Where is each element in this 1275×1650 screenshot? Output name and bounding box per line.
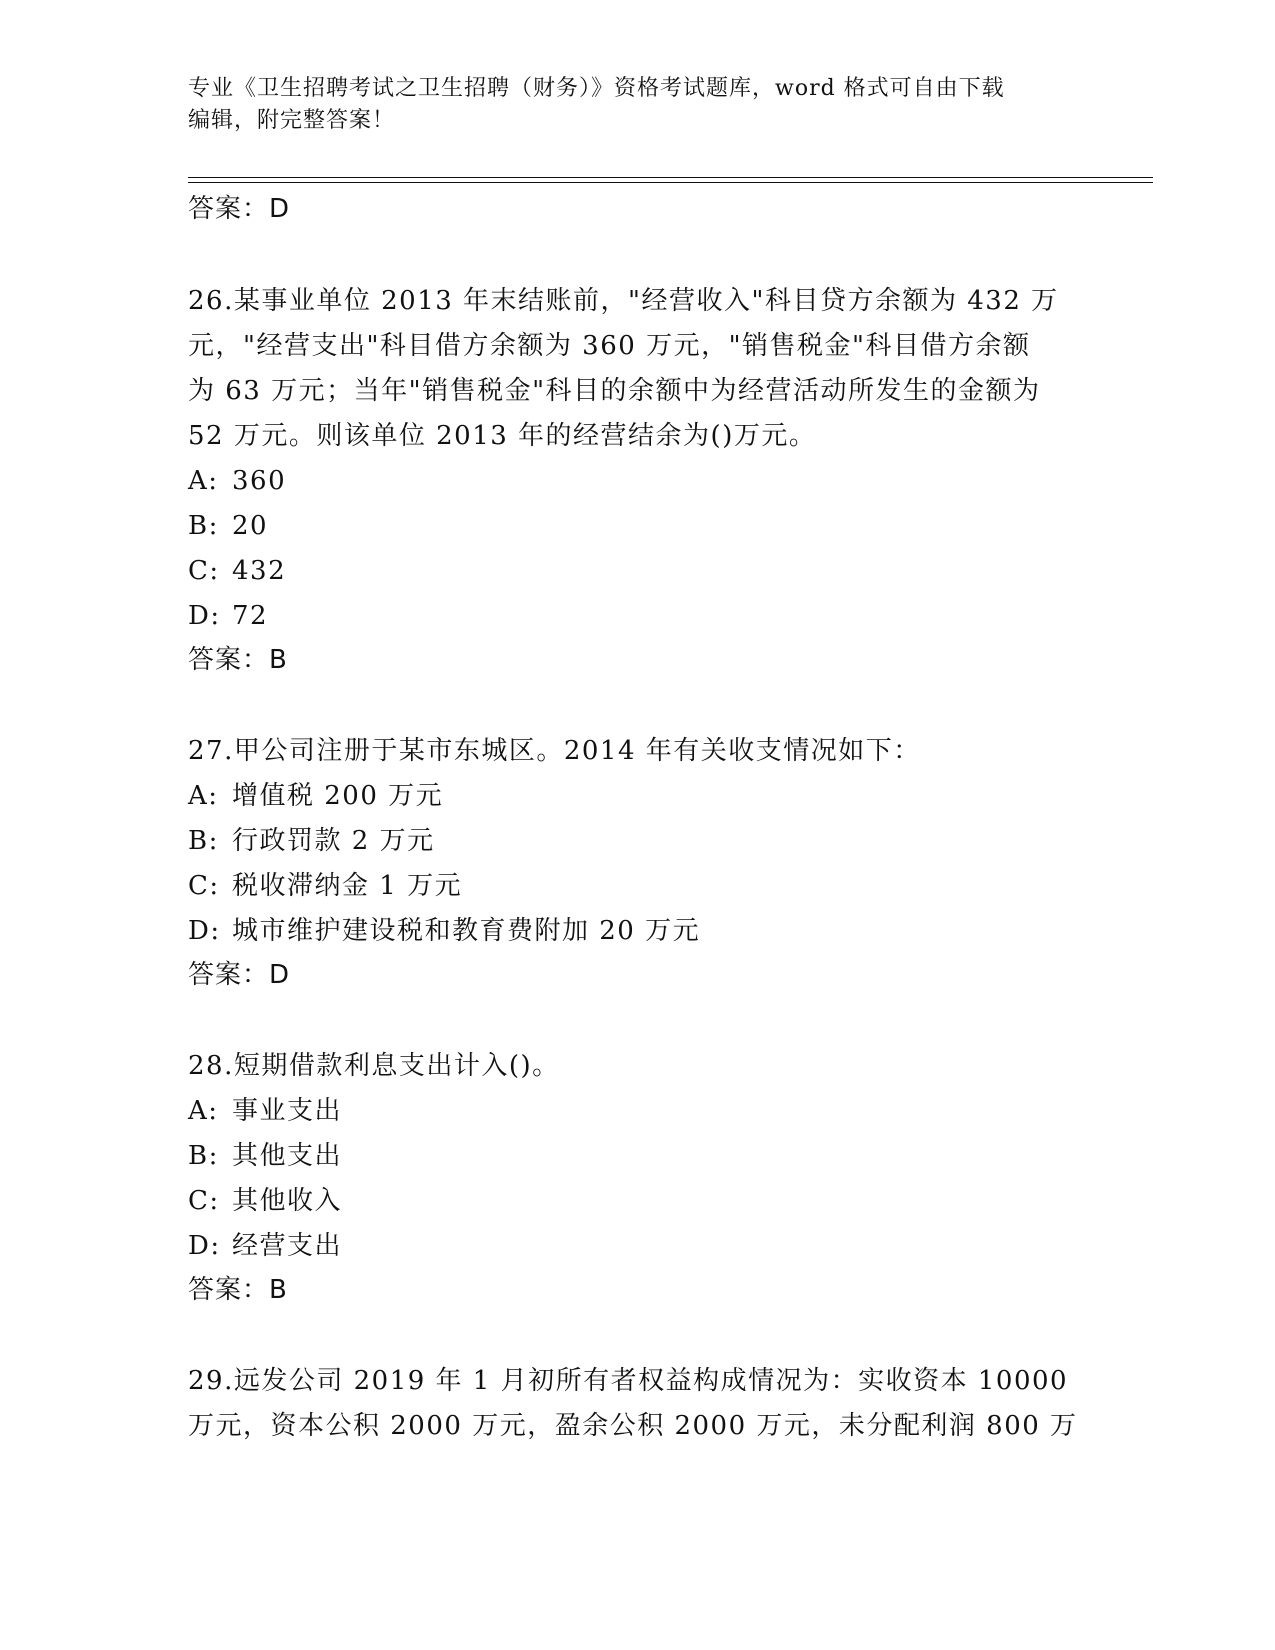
question-29-line-2: 万元，资本公积 2000 万元，盈余公积 2000 万元，未分配利润 800 万 — [188, 1411, 1078, 1441]
header-line-1: 专业《卫生招聘考试之卫生招聘（财务）》资格考试题库，word 格式可自由下载 — [188, 76, 1005, 101]
question-26-option-d — [188, 600, 268, 632]
option-text: 其他收入 — [232, 1186, 343, 1216]
option-text: 城市维护建设税和教育费附加 20 万元 — [232, 916, 701, 946]
answer-label: 答案： — [188, 645, 270, 675]
option-text: 20 — [232, 511, 269, 541]
option-letter: D: — [188, 916, 221, 946]
question-26-line-2: 元，"经营支出"科目借方余额为 360 万元，"销售税金"科目借方余额 — [188, 331, 1031, 361]
option-letter: D: — [188, 601, 221, 631]
question-26-line-4: 52 万元。则该单位 2013 年的经营结余为()万元。 — [188, 421, 817, 451]
option-letter: B: — [188, 1141, 219, 1171]
answer-value: B — [269, 645, 288, 675]
option-letter: B: — [188, 826, 219, 856]
option-text: 360 — [232, 466, 287, 496]
question-26-line-3: 为 63 万元；当年"销售税金"科目的余额中为经营活动所发生的金额为 — [188, 376, 1041, 406]
answer-value: D — [269, 960, 291, 990]
question-27-option-a — [188, 780, 443, 812]
answer-line — [188, 193, 290, 225]
question-26-option-b — [188, 510, 268, 542]
question-27-answer — [188, 959, 290, 991]
option-text: 72 — [232, 601, 269, 631]
answer-label: 答案： — [188, 960, 270, 990]
option-text: 432 — [232, 556, 287, 586]
header-rule-bottom — [188, 182, 1153, 183]
question-29-line-1: 29.远发公司 2019 年 1 月初所有者权益构成情况为：实收资本 10000 — [188, 1366, 1069, 1396]
answer-label: 答案： — [188, 1275, 270, 1305]
option-text: 其他支出 — [232, 1141, 343, 1171]
option-letter: A: — [188, 781, 219, 811]
option-text: 税收滞纳金 1 万元 — [232, 871, 463, 901]
document-header — [188, 73, 1068, 137]
question-27-line-1: 27.甲公司注册于某市东城区。2014 年有关收支情况如下： — [188, 736, 921, 766]
answer-label: 答案： — [188, 194, 270, 224]
question-26-option-a — [188, 465, 286, 497]
option-letter: C: — [188, 871, 220, 901]
question-27-option-d — [188, 915, 700, 947]
header-rule-top — [188, 177, 1153, 178]
question-28-option-b — [188, 1140, 342, 1172]
header-line-2: 编辑，附完整答案！ — [188, 108, 396, 133]
question-28-answer — [188, 1274, 288, 1306]
option-text: 行政罚款 2 万元 — [232, 826, 435, 856]
option-text: 事业支出 — [232, 1096, 343, 1126]
question-26-option-c — [188, 555, 286, 587]
question-27-option-b — [188, 825, 435, 857]
question-28-option-c — [188, 1185, 342, 1217]
question-26-answer — [188, 644, 288, 676]
answer-value: B — [269, 1275, 288, 1305]
answer-value: D — [269, 194, 291, 224]
option-text: 经营支出 — [232, 1231, 343, 1261]
question-27-option-c — [188, 870, 462, 902]
option-letter: C: — [188, 1186, 220, 1216]
option-letter: A: — [188, 466, 219, 496]
option-letter: B: — [188, 511, 219, 541]
option-text: 增值税 200 万元 — [232, 781, 444, 811]
question-26-line-1: 26.某事业单位 2013 年末结账前，"经营收入"科目贷方余额为 432 万 — [188, 286, 1059, 316]
question-28-option-d — [188, 1230, 342, 1262]
option-letter: C: — [188, 556, 220, 586]
question-28-line-1: 28.短期借款利息支出计入()。 — [188, 1051, 560, 1081]
question-28-option-a — [188, 1095, 342, 1127]
option-letter: A: — [188, 1096, 219, 1126]
option-letter: D: — [188, 1231, 221, 1261]
